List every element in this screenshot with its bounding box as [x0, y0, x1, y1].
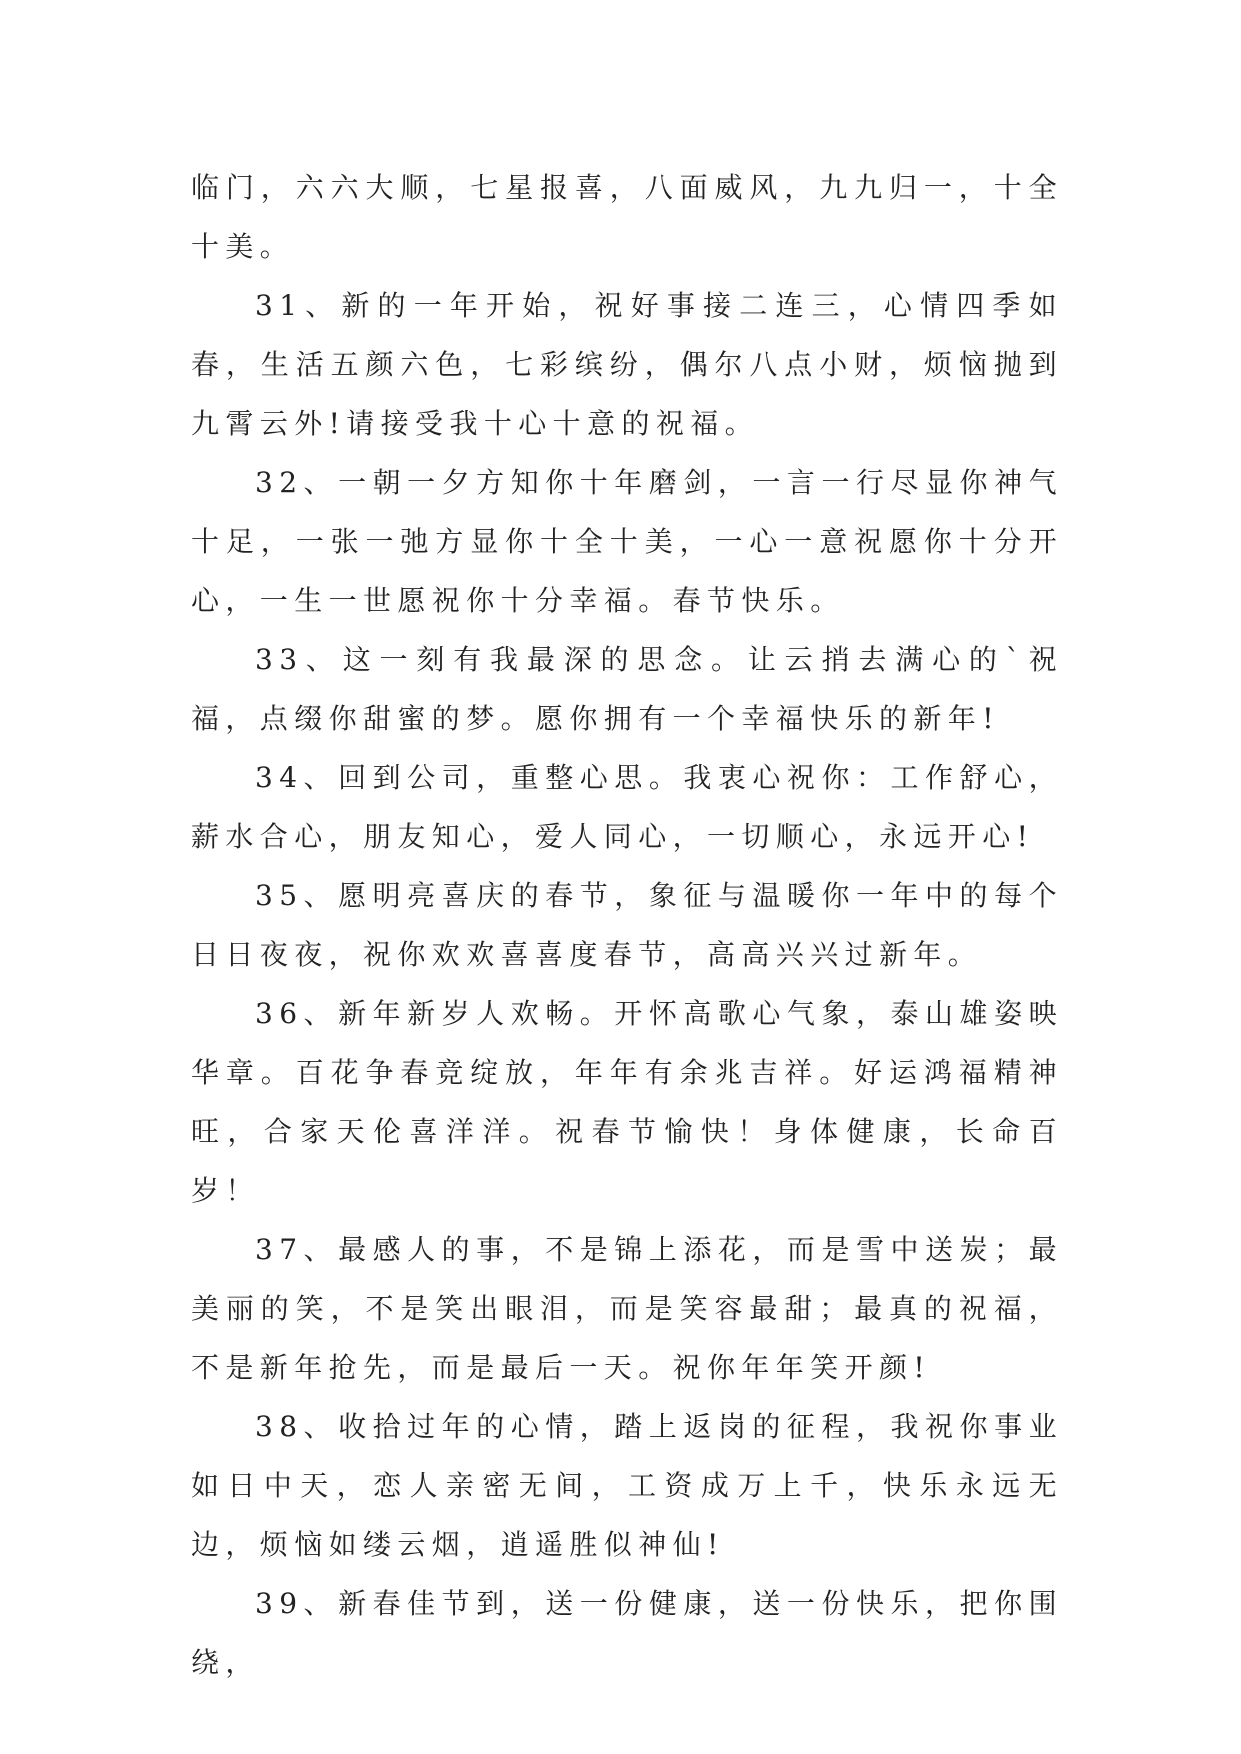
paragraph-32: 32、一朝一夕方知你十年磨剑，一言一行尽显你神气十足，一张一弛方显你十全十美，一心一意祝愿你十分开心，一生一世愿祝你十分幸福。春节快乐。: [191, 466, 1063, 617]
paragraph-37: 37、最感人的事，不是锦上添花，而是雪中送炭；最美丽的笑，不是笑出眼泪，而是笑容最甜；最真的祝福，不是新年抢先，而是最后一天。祝你年年笑开颜!: [191, 1233, 1063, 1384]
paragraph-39: 39、新春佳节到，送一份健康，送一份快乐，把你围绕，: [191, 1587, 1063, 1679]
paragraph-continuation: 临门，六六大顺，七星报喜，八面威风，九九归一，十全十美。: [191, 171, 1063, 263]
paragraph-33: 33、这一刻有我最深的思念。让云捎去满心的`祝福，点缀你甜蜜的梦。愿你拥有一个幸福快乐的新年!: [191, 643, 1063, 735]
paragraph-35: 35、愿明亮喜庆的春节，象征与温暖你一年中的每个日日夜夜，祝你欢欢喜喜度春节，高高兴兴过新年。: [191, 879, 1063, 971]
paragraph-36: 36、新年新岁人欢畅。开怀高歌心气象，泰山雄姿映华章。百花争春竞绽放，年年有余兆吉祥。好运鸿福精神旺，合家天伦喜洋洋。祝春节愉快！身体健康，长命百岁！: [191, 997, 1063, 1207]
paragraph-31: 31、新的一年开始，祝好事接二连三，心情四季如春，生活五颜六色，七彩缤纷，偶尔八点小财，烦恼抛到九霄云外!请接受我十心十意的祝福。: [191, 289, 1063, 440]
paragraph-34: 34、回到公司，重整心思。我衷心祝你：工作舒心，薪水合心，朋友知心，爱人同心，一切顺心，永远开心!: [191, 761, 1063, 853]
paragraph-38: 38、收拾过年的心情，踏上返岗的征程，我祝你事业如日中天，恋人亲密无间，工资成万上千，快乐永远无边，烦恼如缕云烟，逍遥胜似神仙!: [191, 1410, 1063, 1561]
document-body: [191, 158, 1063, 1692]
